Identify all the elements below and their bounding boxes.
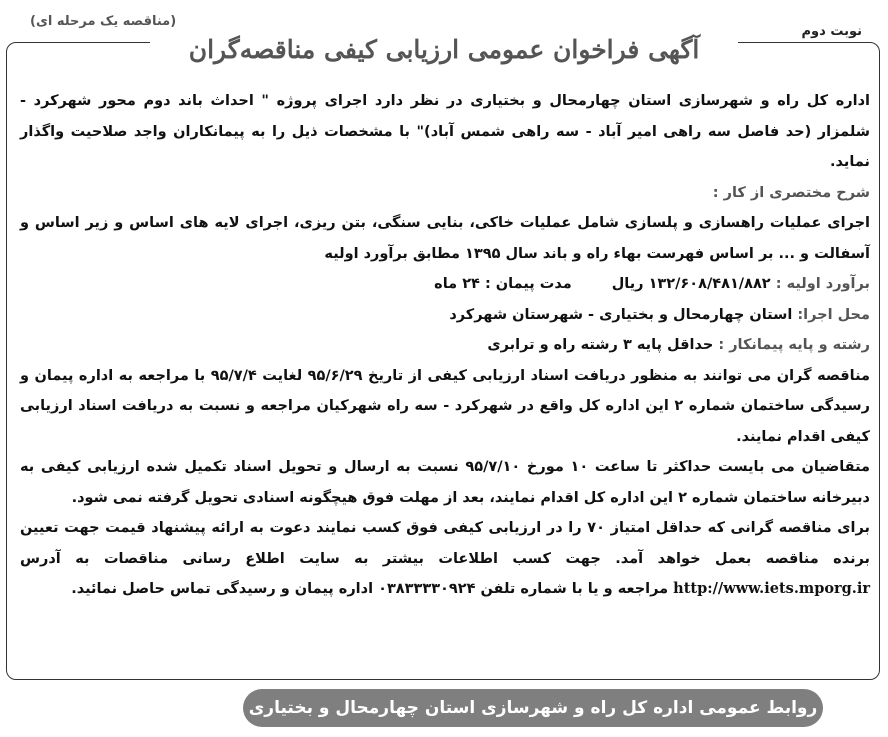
- documents-paragraph: مناقصه گران می توانند به منظور دریافت اسناد ارزیابی کیفی از تاریخ ۹۵/۶/۲۹ لغایت ۹۵/۷/۴ با مراجعه به اداره پیمان و رسیدگی ساختمان شماره ۲ این اداره کل واقع در شهرکرد - سه راه شهرکیان مراجعه و نسبت به دریافت اسناد ارزیابی کیفی اقدام نمایند.: [20, 367, 870, 445]
- estimate-label: برآورد اولیه :: [775, 276, 870, 292]
- grade-label: رشته و پایه پیمانکار :: [718, 337, 870, 353]
- grade-row: [20, 330, 870, 361]
- final-paragraph-a: برای مناقصه گرانی که حداقل امتیاز ۷۰ را در ارزیابی کیفی فوق کسب نمایند دعوت به ارائه پیشنهاد قیمت جهت تعیین برنده مناقصه بعمل خواهد آمد. جهت کسب اطلاعات بیشتر به سایت اطلاع رسانی مناقصات به آدرس: [20, 520, 870, 567]
- stage-label: (مناقصه یک مرحله ای): [30, 14, 177, 29]
- location-value: استان چهارمحال و بختیاری - شهرستان شهرکرد: [449, 306, 793, 323]
- location-row: [20, 300, 870, 331]
- final-paragraph: [20, 513, 870, 605]
- estimate-row: [20, 269, 870, 300]
- intro-paragraph: اداره کل راه و شهرسازی استان چهارمحال و بختیاری در نظر دارد اجرای پروژه " احداث باند دوم محور شهرکرد - شلمزار (حد فاصل سه راهی امیر آباد - سه راهی شمس آباد)" با مشخصات ذیل را به پیمانکاران واجد صلاحیت واگذار نماید.: [20, 93, 870, 170]
- location-label: محل اجرا:: [797, 306, 870, 323]
- website-link[interactable]: http://www.iets.mporg.ir: [673, 580, 870, 597]
- work-desc-label: شرح مختصری از کار :: [712, 184, 870, 201]
- grade-value: حداقل پایه ۳ رشته راه و ترابری: [487, 337, 714, 353]
- estimate-value: ۱۳۲/۶۰۸/۴۸۱/۸۸۲ ریال: [611, 276, 771, 292]
- round-label: نوبت دوم: [801, 24, 862, 39]
- deadline-paragraph: متقاضیان می بایست حداکثر تا ساعت ۱۰ مورخ ۹۵/۷/۱۰ نسبت به ارسال و تحویل اسناد تکمیل شده ارزیابی کیفی به دبیرخانه ساختمان شماره ۲ این اداره کل اقدام نمایند، بعد از مهلت فوق هیچگونه اسنادی تحویل گرفته نمی شود.: [20, 459, 870, 506]
- page-title: آگهی فراخوان عمومی ارزیابی کیفی مناقصه‌گران: [150, 30, 738, 70]
- notice-body: [20, 86, 870, 605]
- work-desc-text: اجرای عملیات راهسازی و پلسازی شامل عملیات خاکی، بنایی سنگی، بتن ریزی، اجرای لایه های اساس و زیر اساس و آسفالت و ... بر اساس فهرست بهاء راه و باند سال ۱۳۹۵ مطابق برآورد اولیه: [20, 215, 870, 262]
- final-paragraph-b: مراجعه و یا با شماره تلفن ۰۳۸۳۳۳۳۰۹۲۴ اداره پیمان و رسیدگی تماس حاصل نمائید.: [71, 581, 669, 597]
- duration-label: مدت پیمان :: [484, 276, 572, 292]
- duration-value: ۲۴ ماه: [434, 276, 480, 292]
- footer-banner: روابط عمومی اداره کل راه و شهرسازی استان چهارمحال و بختیاری: [243, 689, 823, 727]
